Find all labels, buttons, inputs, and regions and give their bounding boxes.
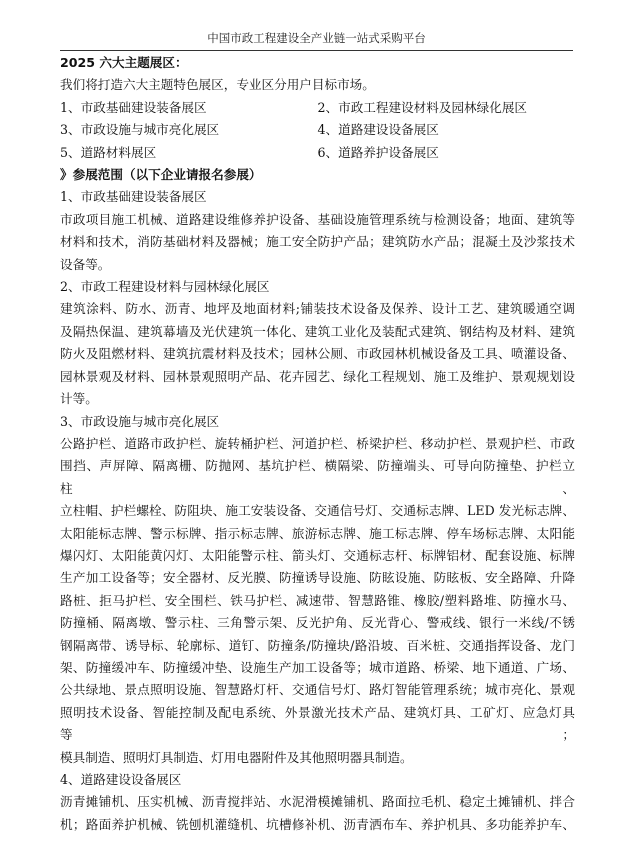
block-line: 公路护栏、道路市政护栏、旋转桶护栏、河道护栏、桥梁护栏、移动护栏、景观护栏、市政 — [60, 435, 575, 451]
section-heading-scope: 》参展范围（以下企业请报名参展） — [60, 167, 262, 183]
zone-item: 6、道路养护设备展区 — [317, 144, 439, 160]
block-line: 沥青摊铺机、压实机械、沥青搅拌站、水泥滑模摊铺机、路面拉毛机、稳定土摊铺机、拌合 — [60, 794, 575, 810]
block-line: 架、防撞缓冲车、防撞缓冲垫、设施生产加工设备等；城市道路、桥梁、地下通道、广场、 — [60, 659, 575, 675]
block-line: 市政项目施工机械、道路建设维修养护设备、基础设施管理系统与检测设备；地面、建筑等 — [60, 211, 575, 227]
block-line: 围挡、声屏障、隔离栅、防抛网、基坑护栏、横隔梁、防撞端头、可导向防撞垫、护栏立柱、 — [60, 458, 575, 496]
page-header: 中国市政工程建设全产业链一站式采购平台 — [60, 30, 573, 51]
zone-item: 4、道路建设设备展区 — [317, 122, 439, 138]
block-line: 立柱帽、护栏螺栓、防阻块、施工安装设备、交通信号灯、交通标志牌、LED 发光标志牌、 — [60, 503, 575, 519]
block-line: 太阳能标志牌、警示标牌、指示标志牌、旅游标志牌、施工标志牌、停车场标志牌、太阳能 — [60, 525, 575, 541]
block-line: 防火及阻燃材料、建筑抗震材料及技术；园林公厕、市政园林机械设备及工具、喷灌设备、 — [60, 346, 575, 362]
block-line: 材料和技术，消防基础材料及器械；施工安全防护产品；建筑防水产品；混凝土及沙浆技术 — [60, 234, 575, 250]
block-line: 模具制造、照明灯具制造、灯用电器附件及其他照明器具制造。 — [60, 749, 413, 765]
zone-item: 1、市政基础建设装备展区 — [60, 99, 207, 115]
block-line: 防撞桶、隔离墩、警示柱、三角警示架、反光护角、反光背心、警戒线、银行一米线/不锈 — [60, 615, 575, 631]
block-title: 4、道路建设设备展区 — [60, 772, 182, 787]
zone-item: 5、道路材料展区 — [60, 144, 157, 160]
section-heading-zones: 2025 六大主题展区： — [60, 55, 188, 70]
block-line: 设备等。 — [60, 256, 111, 272]
block-line: 路桩、拒马护栏、安全围栏、铁马护栏、减速带、智慧路锥、橡胶/塑料路堆、防撞水马、 — [60, 592, 575, 608]
zones-list — [60, 97, 575, 164]
block-title: 1、市政基础建设装备展区 — [60, 189, 207, 205]
block-line: 园林景观及材料、园林景观照明产品、花卉园艺、绿化工程规划、施工及维护、景观规划设 — [60, 368, 575, 384]
block-line: 计等。 — [60, 391, 98, 407]
block-line: 照明技术设备、智能控制及配电系统、外景激光技术产品、建筑灯具、工矿灯、应急灯具等； — [60, 704, 575, 743]
block-title: 3、市政设施与城市亮化展区 — [60, 413, 220, 429]
block-line: 生产加工设备等；安全器材、反光膜、防撞诱导设施、防眩设施、防眩板、安全路障、升降 — [60, 570, 575, 586]
zone-item: 2、市政工程建设材料及园林绿化展区 — [317, 99, 528, 115]
block-line: 建筑涂料、防水、沥青、地坪及地面材料;铺装技术设备及保养、设计工艺、建筑暖通空调 — [60, 301, 575, 317]
block-line: 机；路面养护机械、铣刨机灌缝机、坑槽修补机、沥青洒布车、养护机具、多功能养护车、 — [60, 816, 575, 832]
block-line: 公共绿地、景点照明设施、智慧路灯杆、交通信号灯、路灯智能管理系统；城市亮化、景观 — [60, 682, 575, 698]
block-line: 及隔热保温、建筑幕墙及光伏建筑一体化、建筑工业化及装配式建筑、钢结构及材料、建筑 — [60, 323, 575, 339]
block-line: 爆闪灯、太阳能黄闪灯、太阳能警示柱、箭头灯、交通标志杆、标牌铝材、配套设施、标牌 — [60, 547, 575, 563]
zone-item: 3、市政设施与城市亮化展区 — [60, 122, 220, 138]
document-body — [60, 52, 575, 836]
block-title: 2、市政工程建设材料与园林绿化展区 — [60, 279, 270, 295]
zones-intro: 我们将打造六大主题特色展区，专业区分用户目标市场。 — [60, 77, 375, 93]
block-line: 钢隔离带、诱导标、轮廓标、道钉、防撞条/防撞块/路沿坡、百米桩、交通指挥设备、龙门 — [60, 637, 575, 653]
